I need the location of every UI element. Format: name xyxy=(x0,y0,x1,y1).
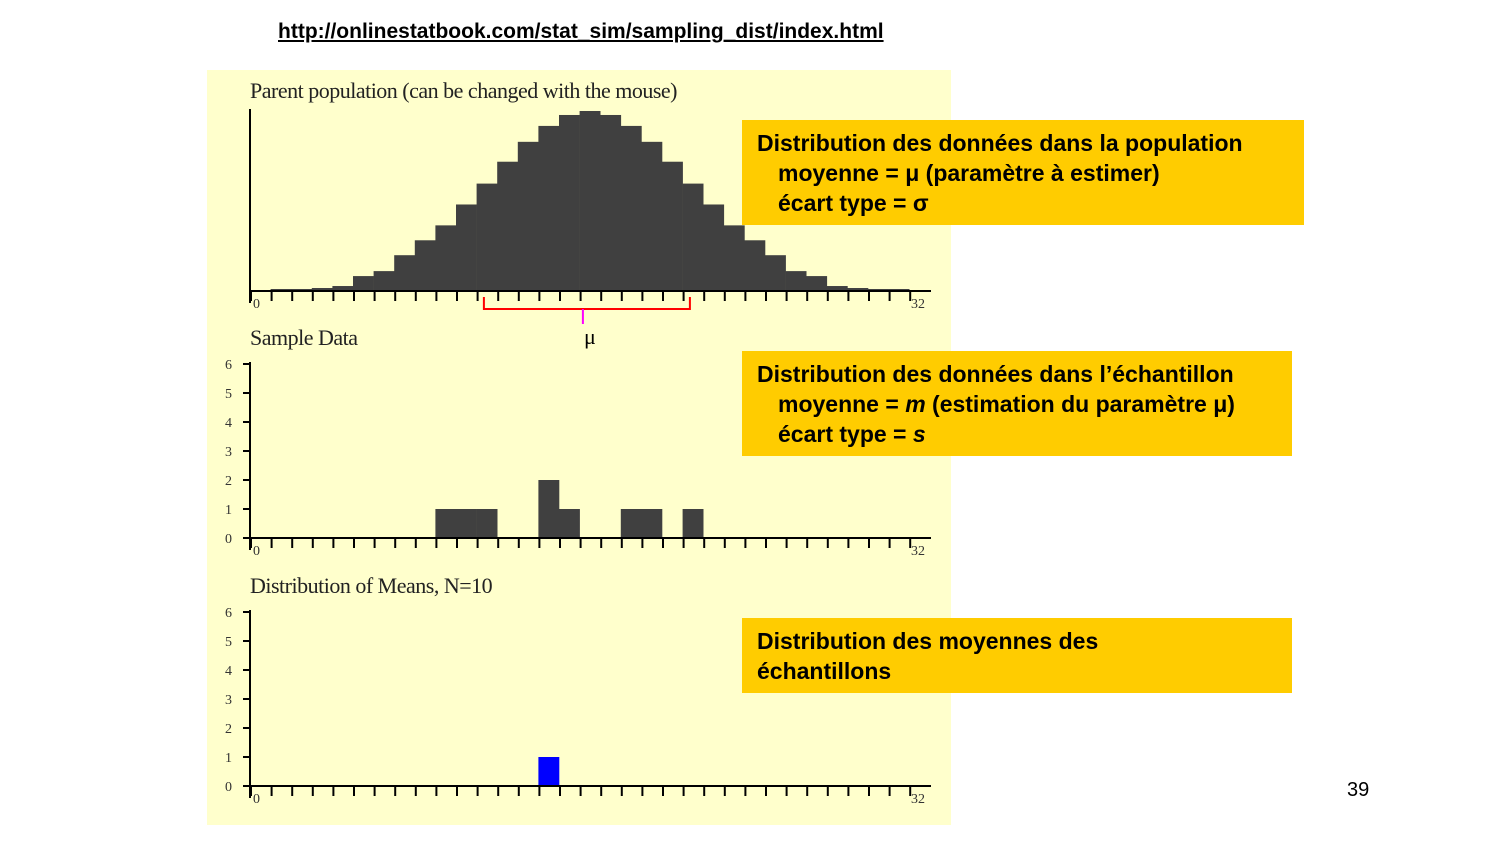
y-tick-label: 5 xyxy=(225,387,232,402)
y-tick-label: 4 xyxy=(225,664,232,679)
histogram-bar xyxy=(497,162,518,291)
callout-line: écart type = s xyxy=(778,421,926,447)
histogram-bar xyxy=(621,126,642,291)
y-tick-label: 6 xyxy=(225,606,232,621)
histogram-bar xyxy=(415,240,436,291)
x-tick-label: 32 xyxy=(911,792,925,807)
population-chart-title: Parent population (can be changed with the mouse) xyxy=(250,78,677,103)
x-tick-label: 32 xyxy=(911,297,925,312)
histogram-bar xyxy=(435,225,456,291)
histogram-bar xyxy=(662,162,683,291)
histogram-bar xyxy=(518,142,539,291)
page-number: 39 xyxy=(1347,779,1370,801)
callout-line: échantillons xyxy=(757,658,892,684)
callout-line: Distribution des données dans la population xyxy=(757,130,1243,156)
histogram-bar xyxy=(374,271,395,291)
histogram-bar xyxy=(580,111,601,291)
y-tick-label: 3 xyxy=(225,445,232,460)
source-link[interactable]: http://onlinestatbook.com/stat_sim/sampling_dist/index.html xyxy=(278,20,884,43)
histogram-bar xyxy=(435,509,456,538)
histogram-bar xyxy=(538,126,559,291)
y-tick-label: 1 xyxy=(225,751,232,766)
callout-line: moyenne = μ (paramètre à estimer) xyxy=(778,160,1160,186)
histogram-bar xyxy=(456,204,477,291)
mean-bracket xyxy=(484,297,690,309)
histogram-bar xyxy=(683,509,704,538)
sample-callout xyxy=(742,351,1292,456)
callout-line: écart type = σ xyxy=(778,190,929,216)
y-tick-label: 2 xyxy=(225,722,232,737)
x-tick-label: 0 xyxy=(253,792,260,807)
histogram-bar xyxy=(559,115,580,291)
histogram-bar xyxy=(477,184,498,291)
histogram-bar xyxy=(683,184,704,291)
mu-label: μ xyxy=(584,324,596,349)
y-tick-label: 1 xyxy=(225,503,232,518)
histogram-bar xyxy=(744,240,765,291)
y-tick-label: 5 xyxy=(225,635,232,650)
histogram-bar xyxy=(724,225,745,291)
histogram-bar xyxy=(353,276,374,291)
histogram-bar xyxy=(559,509,580,538)
histogram-bar xyxy=(456,509,477,538)
histogram-bar xyxy=(394,255,415,291)
sample-chart-title: Sample Data xyxy=(250,325,358,350)
histogram-bar xyxy=(641,142,662,291)
histogram-bar xyxy=(538,480,559,538)
histogram-bar xyxy=(477,509,498,538)
callout-line: moyenne = m (estimation du paramètre μ) xyxy=(778,391,1235,417)
histogram-bar xyxy=(703,204,724,291)
y-tick-label: 6 xyxy=(225,358,232,373)
histogram-bar xyxy=(600,115,621,291)
x-tick-label: 0 xyxy=(253,297,260,312)
histogram-bar xyxy=(786,271,807,291)
y-tick-label: 4 xyxy=(225,416,232,431)
y-tick-label: 2 xyxy=(225,474,232,489)
histogram-bar xyxy=(765,255,786,291)
histogram-bar xyxy=(641,509,662,538)
callout-line: Distribution des données dans l’échantillon xyxy=(757,361,1234,387)
histogram-bar xyxy=(538,757,559,786)
y-tick-label: 0 xyxy=(225,780,232,795)
x-tick-label: 32 xyxy=(911,544,925,559)
means-callout xyxy=(742,618,1292,693)
population-callout xyxy=(742,120,1304,225)
y-tick-label: 3 xyxy=(225,693,232,708)
x-tick-label: 0 xyxy=(253,544,260,559)
histogram-bar xyxy=(621,509,642,538)
means-chart-title: Distribution of Means, N=10 xyxy=(250,573,493,598)
histogram-bar xyxy=(806,276,827,291)
y-tick-label: 0 xyxy=(225,532,232,547)
callout-line: Distribution des moyennes des xyxy=(757,628,1099,654)
